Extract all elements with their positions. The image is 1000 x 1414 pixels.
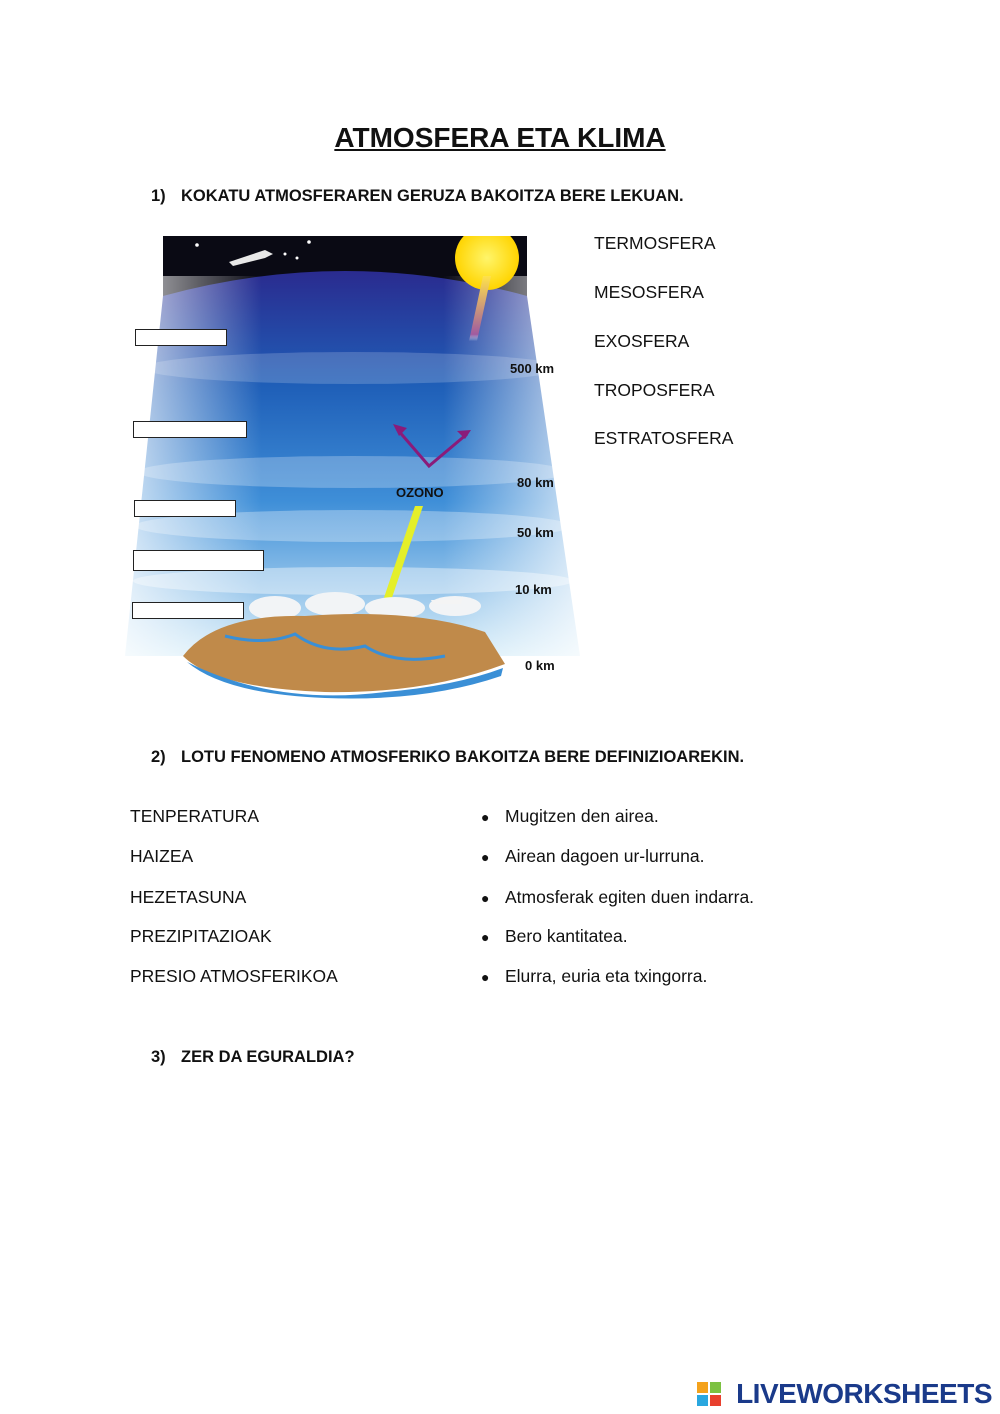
star-icon — [195, 243, 199, 247]
definition-item[interactable] — [481, 806, 659, 827]
definition-text: Airean dagoen ur-lurruna. — [505, 846, 705, 866]
km-label-0: 0 km — [525, 658, 555, 673]
layer-drop-box[interactable] — [133, 421, 247, 438]
bullet-icon: ● — [481, 849, 490, 865]
star-icon — [296, 257, 299, 260]
layer-option[interactable]: EXOSFERA — [594, 331, 690, 351]
bullet-icon: ● — [481, 969, 490, 985]
bullet-icon: ● — [481, 929, 490, 945]
question-number: 2) — [151, 748, 166, 766]
km-label-500: 500 km — [510, 361, 555, 376]
layer-boundary — [133, 567, 573, 595]
brand-name: LIVEWORKSHEETS — [736, 1378, 992, 1409]
ozone-label: OZONO — [396, 485, 444, 500]
layer-option[interactable]: TERMOSFERA — [594, 233, 716, 253]
definition-item[interactable] — [481, 926, 628, 947]
page-title: ATMOSFERA ETA KLIMA — [334, 122, 666, 153]
definition-text: Mugitzen den airea. — [505, 806, 659, 826]
layer-option[interactable]: TROPOSFERA — [594, 380, 715, 400]
star-icon — [307, 240, 311, 244]
question-2 — [151, 748, 744, 767]
layer-drop-box[interactable] — [134, 500, 236, 517]
layer-drop-box[interactable] — [135, 329, 227, 346]
question-1 — [151, 187, 684, 206]
question-number: 3) — [151, 1048, 166, 1066]
definition-text: Bero kantitatea. — [505, 926, 628, 946]
definition-item[interactable] — [481, 966, 707, 987]
term-item[interactable]: PRESIO ATMOSFERIKOA — [130, 966, 338, 986]
liveworksheets-logo-icon — [697, 1382, 721, 1406]
question-3 — [151, 1048, 355, 1067]
definition-text: Atmosferak egiten duen indarra. — [505, 887, 755, 907]
question-text: LOTU FENOMENO ATMOSFERIKO BAKOITZA BERE DEFINIZIOAREKIN. — [181, 748, 745, 766]
layer-drop-box[interactable] — [132, 602, 244, 619]
layer-drop-box[interactable] — [133, 550, 264, 571]
term-item[interactable]: HEZETASUNA — [130, 887, 247, 907]
definition-item[interactable] — [481, 887, 754, 908]
layer-option[interactable]: ESTRATOSFERA — [594, 428, 734, 448]
km-label-80: 80 km — [517, 475, 554, 490]
km-label-50: 50 km — [517, 525, 554, 540]
definition-text: Elurra, euria eta txingorra. — [505, 966, 708, 986]
question-text: ZER DA EGURALDIA? — [181, 1048, 355, 1066]
definition-item[interactable] — [481, 846, 704, 867]
question-number: 1) — [151, 187, 166, 205]
question-text: KOKATU ATMOSFERAREN GERUZA BAKOITZA BERE LEKUAN. — [181, 187, 684, 205]
layer-option[interactable]: MESOSFERA — [594, 282, 704, 302]
km-label-10: 10 km — [515, 582, 552, 597]
bullet-icon: ● — [481, 809, 490, 825]
atmosphere-illustration — [125, 236, 580, 712]
term-item[interactable]: PREZIPITAZIOAK — [130, 926, 272, 946]
star-icon — [284, 253, 287, 256]
term-item[interactable]: TENPERATURA — [130, 806, 259, 826]
term-item[interactable]: HAIZEA — [130, 846, 194, 866]
layer-boundary — [143, 352, 563, 384]
bullet-icon: ● — [481, 890, 490, 906]
atmosphere-diagram — [125, 236, 580, 712]
layer-boundary — [138, 456, 568, 488]
